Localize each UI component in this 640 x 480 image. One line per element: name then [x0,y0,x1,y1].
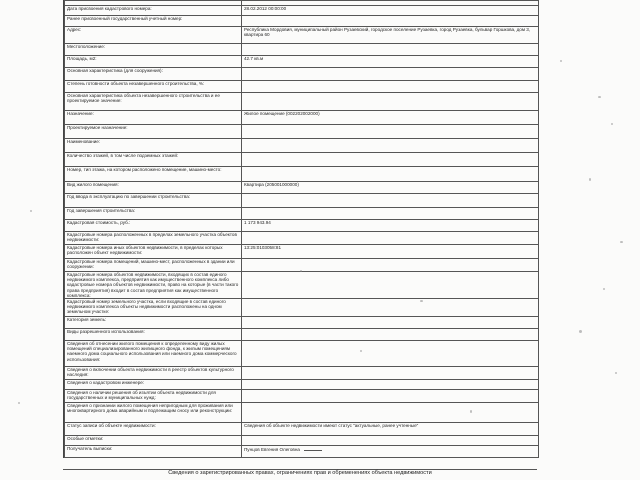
extract-form [63,0,539,458]
row-value: Квартира (205001000000) [242,182,539,194]
table-row [65,93,539,111]
signature-mark [304,446,322,451]
row-label: Основная характеристика объекта незавершенного строительства и ее проектируемое значение: [65,93,242,111]
table-row [65,423,539,436]
row-value: 13:25:0103058:81 [242,245,539,259]
table-row [65,111,539,125]
row-value [242,44,539,56]
table-row [65,16,539,27]
row-label: Сведения о кадастровом инженере: [65,380,242,390]
row-label: Ранее присвоенный государственный учетный номер: [65,16,242,27]
row-label: Местоположение: [65,44,242,56]
row-value [242,259,539,272]
row-value [242,272,539,299]
row-label: Проектируемое назначение: [65,125,242,139]
row-value [242,194,539,208]
table-row [65,68,539,81]
scan-speck [18,402,20,404]
table-row [65,436,539,446]
row-label: Количество этажей, в том числе подземных этажей: [65,153,242,167]
scan-speck [589,178,591,181]
row-value [242,317,539,329]
table-row [65,208,539,220]
row-value [242,299,539,317]
row-label: Статус записи об объекте недвижимости: [65,423,242,436]
row-value [242,81,539,93]
row-label: Сведения о признании жилого помещения непригодным для проживания или многоквартирного дома аварийным и подлежащим сносу или реконструкции: [65,403,242,423]
scan-speck [620,241,623,243]
row-value [242,380,539,390]
row-value [242,390,539,403]
row-label: Основная характеристика (для сооружения): [65,68,242,81]
table-row [65,139,539,153]
row-value [242,446,539,458]
row-value [242,341,539,367]
row-value [242,93,539,111]
row-value: Сведения об объекте недвижимости имеют статус "актуальные, ранее учтенные" [242,423,539,436]
scan-speck [30,210,32,212]
table-row [65,125,539,139]
row-value [242,153,539,167]
table-row [65,403,539,423]
row-value [242,367,539,380]
row-label: Кадастровые номера расположенных в пределах земельного участка объектов недвижимости: [65,232,242,245]
table-row [65,27,539,44]
row-label: Вид жилого помещения: [65,182,242,194]
row-label: Номер, тип этажа, на котором расположено помещение, машино-место: [65,167,242,182]
row-label: Назначение: [65,111,242,125]
row-label: Виды разрешенного использования: [65,329,242,341]
row-label: Категория земель: [65,317,242,329]
row-label: Адрес: [65,27,242,44]
table-row [65,232,539,245]
table-row [65,194,539,208]
scan-speck [360,350,362,352]
row-label: Кадастровые номера объектов недвижимости, входящих в состав единого недвижимого комплекса, предприятия как имущественного комплекса либо кадастровые номера объектов недвижимости, право на которые (в части такого права предприятия) входит в состав предприятия как имущественного комплекса: [65,272,242,299]
row-value [242,436,539,446]
row-value [242,167,539,182]
table-row [65,220,539,232]
row-value: Жилое помещение (002202002000) [242,111,539,125]
row-label: Кадастровые номера помещений, машино-мест, расположенных в здании или сооружении: [65,259,242,272]
table-row [65,299,539,317]
table-row [65,367,539,380]
row-label: Особые отметки: [65,436,242,446]
scan-speck [470,410,472,413]
table-row [65,6,539,16]
row-value [242,68,539,81]
scan-speck [611,123,613,125]
scan-speck [420,300,423,302]
row-value: Республика Мордовия, муниципальный район Рузаевский, городское поселение Рузаевка, город Рузаевка, бульвар Горшкова, дом 3, квартира 60 [242,27,539,44]
row-value: 42.7 кв.м [242,56,539,68]
table-row [65,329,539,341]
row-label: Получатель выписки: [65,446,242,458]
row-value [242,16,539,27]
row-value [242,329,539,341]
row-label: Год завершения строительства: [65,208,242,220]
table-row [65,446,539,458]
scan-speck [615,372,617,374]
row-label: Сведения об отнесении жилого помещения к определенному виду жилых помещений специализированного жилищного фонда, к жилым помещениям наемного дома социального использования или наемного дома коммерческого использования: [65,341,242,367]
property-characteristics-table [64,0,539,458]
row-label: Дата присвоения кадастрового номера: [65,6,242,16]
table-row [65,272,539,299]
row-label: Год ввода в эксплуатацию по завершении строительства: [65,194,242,208]
row-value [242,232,539,245]
row-value [242,139,539,153]
scan-speck [579,330,582,333]
table-row [65,182,539,194]
row-label: Наименование: [65,139,242,153]
table-row [65,390,539,403]
table-row [65,341,539,367]
row-value [242,208,539,220]
row-label: Степень готовности объекта незавершенного строительства, %: [65,81,242,93]
row-value: 1 173 943.94 [242,220,539,232]
scan-speck [603,288,605,290]
row-value: 28.02.2012 00:00:00 [242,6,539,16]
row-label: Кадастровый номер земельного участка, если входящие в состав единого недвижимого комплекса объекты недвижимости расположены на одном земельном участке: [65,299,242,317]
table-row [65,44,539,56]
row-value [242,403,539,423]
scan-speck [598,96,601,98]
table-row [65,380,539,390]
row-label: Сведения о включении объекта недвижимости в реестр объектов культурного наследия: [65,367,242,380]
scan-speck [300,270,302,272]
recipient-name: Пунцов Евгения Олеговна [244,447,300,453]
table-row [65,167,539,182]
row-label: Кадастровые номера иных объектов недвижимости, в пределах которых расположен объект недвижимости: [65,245,242,259]
table-row [65,81,539,93]
row-label: Кадастровая стоимость, руб.: [65,220,242,232]
table-row [65,56,539,68]
rights-section-heading: Сведения о зарегистрированных правах, ограничениях прав и обременениях объекта недвижимости [63,469,537,476]
scan-speck [560,60,562,62]
table-row [65,245,539,259]
row-label: Площадь, м2: [65,56,242,68]
table-row [65,317,539,329]
row-value [242,125,539,139]
table-row [65,153,539,167]
row-label: Сведения о наличии решения об изъятии объекта недвижимости для государственных и муниципальных нужд: [65,390,242,403]
